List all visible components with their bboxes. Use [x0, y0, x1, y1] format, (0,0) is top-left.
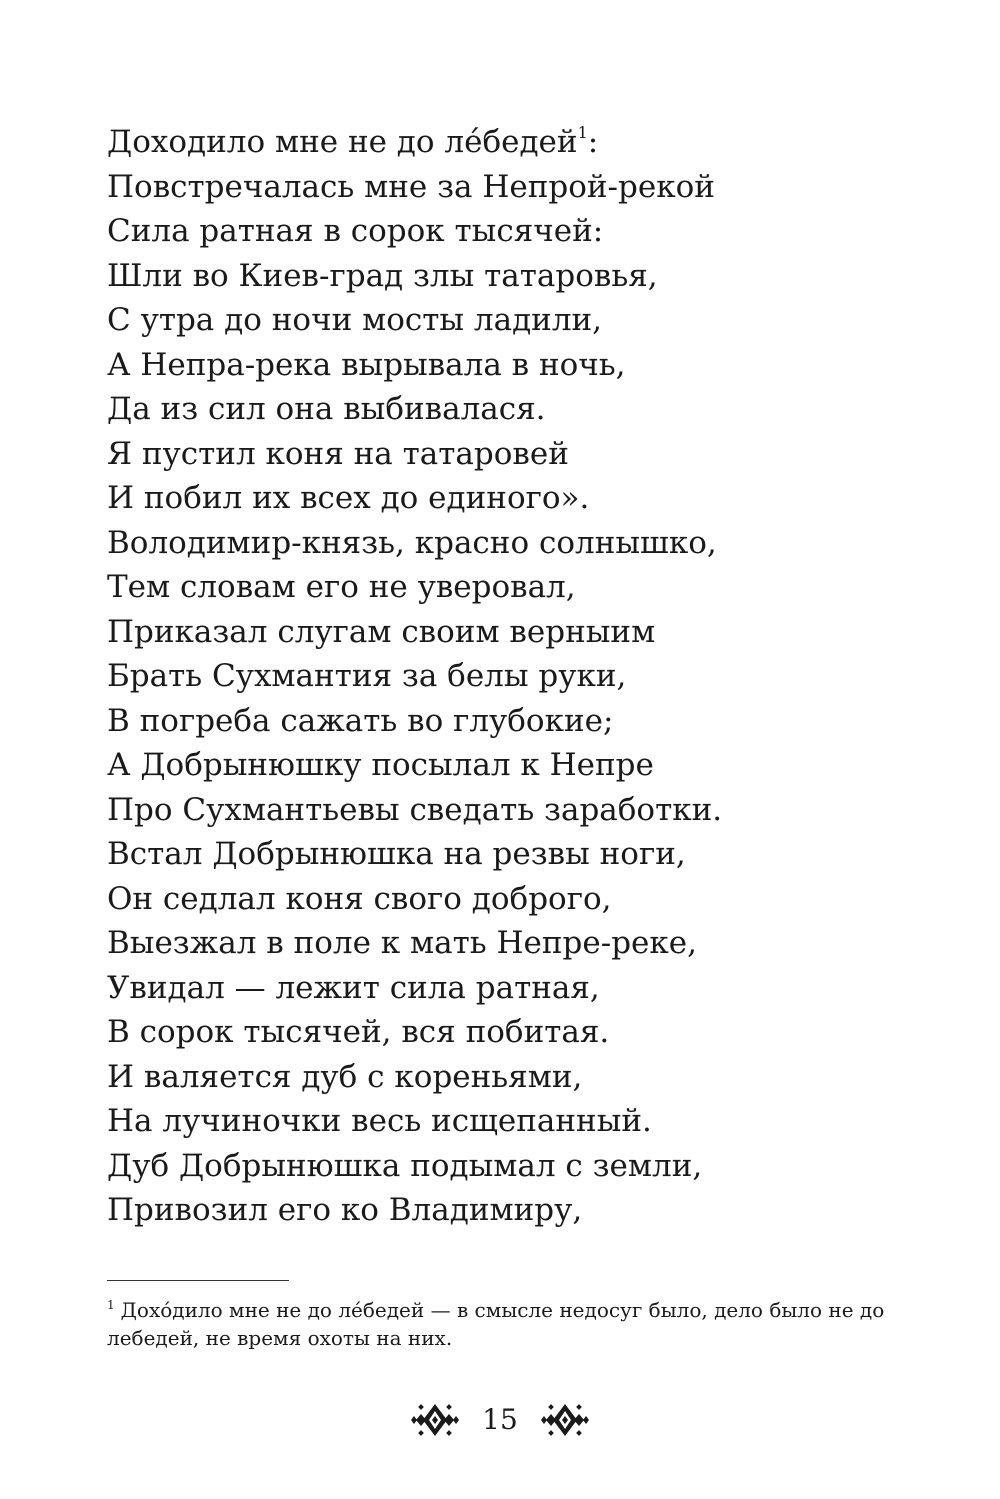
poem-line: На лучиночки весь исщепанный. — [107, 1103, 652, 1139]
poem-line: А Непра-река вырывала в ночь, — [107, 346, 626, 383]
poem-line: Шли во Киев-град злы татаровья, — [107, 257, 658, 294]
folk-ornament-icon — [540, 1402, 590, 1438]
poem-line: Я пустил коня на татаровей — [107, 435, 569, 472]
poem-line: Выезжал в поле к мать Непре-реке, — [107, 925, 697, 961]
poem-line: Доходило мне не до ле́бедей$^1$: — [107, 123, 599, 160]
poem-line: Увидал — лежит сила ратная, — [107, 969, 600, 1006]
poem-line: Брать Сухмантия за белы руки, — [107, 658, 627, 694]
folk-ornament-icon — [410, 1402, 460, 1438]
poem-line: Повстречалась мне за Непрой-рекой — [107, 168, 715, 205]
page-footer — [0, 1400, 1000, 1440]
footnote-separator — [107, 1280, 289, 1281]
footnote — [107, 1296, 907, 1352]
poem-line: А Добрынюшку посылал к Непре — [107, 747, 654, 783]
poem-line: И побил их всех до единого». — [107, 480, 590, 516]
footnote-marker: 1 — [107, 1298, 115, 1312]
poem-line: Тем словам его не уверовал, — [107, 569, 576, 605]
poem-line: В погреба сажать во глубокие; — [107, 702, 614, 739]
page-number: 15 — [482, 1403, 518, 1436]
footnote-reference[interactable]: 1 — [577, 123, 588, 142]
poem-line: Володимир-князь, красно солнышко, — [107, 524, 717, 561]
poem-line: Привозил его ко Владимиру, — [107, 1192, 583, 1228]
poem-line: Да из сил она выбивалася. — [107, 391, 546, 427]
poem-line: Про Сухмантьевы сведать заработки. — [107, 791, 723, 828]
poem-line: И валяется дуб с кореньями, — [107, 1058, 583, 1095]
poem-line: Встал Добрынюшка на резвы ноги, — [107, 836, 686, 872]
poem-line: Он седлал коня свого доброго, — [107, 880, 612, 917]
poem-line: Дуб Добрынюшка подымал с земли, — [107, 1147, 703, 1184]
poem-line: Сила ратная в сорок тысячей: — [107, 213, 604, 249]
poem-line: В сорок тысячей, вся побитая. — [107, 1014, 610, 1050]
poem-line: С утра до ночи мосты ладили, — [107, 302, 603, 338]
poem-line: Приказал слугам своим верныим — [107, 613, 656, 650]
poem-text — [107, 120, 967, 1233]
footnote-text: Дохо́дило мне не до ле́бедей — в смысле недосуг было, дело было не до лебедей, не время охоты на них. — [107, 1298, 885, 1350]
